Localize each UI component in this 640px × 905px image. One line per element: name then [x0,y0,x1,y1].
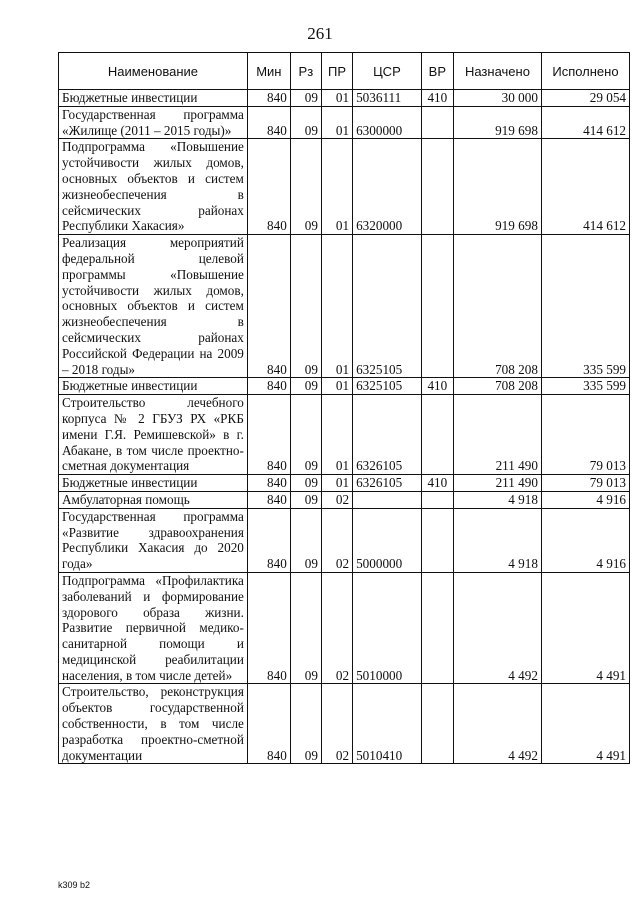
row-rz: 09 [290,235,321,378]
row-csr: 5010410 [353,684,422,764]
row-vr [421,106,453,139]
row-min: 840 [247,90,290,107]
row-executed: 4 491 [541,684,629,764]
row-vr: 410 [421,378,453,395]
row-pr: 01 [321,106,352,139]
header-vr: ВР [421,53,453,90]
row-pr: 01 [321,475,352,492]
page-number: 261 [307,24,333,43]
row-executed: 335 599 [541,235,629,378]
row-rz: 09 [290,572,321,684]
table-row [59,572,630,684]
row-csr: 5036111 [353,90,422,107]
row-rz: 09 [290,139,321,235]
row-executed: 29 054 [541,90,629,107]
row-pr: 01 [321,395,352,475]
header-executed: Исполнено [541,53,629,90]
row-pr: 01 [321,90,352,107]
table-row [59,378,630,395]
row-assigned: 4 492 [453,572,541,684]
row-assigned: 211 490 [453,395,541,475]
table-row [59,106,630,139]
row-vr [421,572,453,684]
row-assigned: 919 698 [453,139,541,235]
row-pr: 02 [321,508,352,572]
row-assigned: 919 698 [453,106,541,139]
row-assigned: 4 918 [453,508,541,572]
row-name: Государственная программа «Развитие здравоохранения Республики Хакасия до 2020 года» [59,508,248,572]
header-csr: ЦСР [353,53,422,90]
row-rz: 09 [290,106,321,139]
row-executed: 414 612 [541,106,629,139]
row-name: Реализация мероприятий федеральной целевой программы «Повышение устойчивости жилых домов, основных объектов и систем жизнеобеспечения в сейсмических районах Российской Федерации на 2009 – 2018 годы» [59,235,248,378]
row-pr: 02 [321,572,352,684]
row-name: Бюджетные инвестиции [59,475,248,492]
row-vr [421,235,453,378]
row-pr: 01 [321,378,352,395]
row-executed: 414 612 [541,139,629,235]
row-csr [353,491,422,508]
row-rz: 09 [290,491,321,508]
row-name: Государственная программа «Жилище (2011 – 2015 годы)» [59,106,248,139]
row-vr [421,684,453,764]
row-min: 840 [247,684,290,764]
row-assigned: 4 918 [453,491,541,508]
table-row [59,90,630,107]
row-vr [421,508,453,572]
table-row [59,684,630,764]
row-name: Бюджетные инвестиции [59,90,248,107]
row-min: 840 [247,235,290,378]
row-csr: 5010000 [353,572,422,684]
row-executed: 79 013 [541,395,629,475]
row-rz: 09 [290,395,321,475]
row-executed: 4 916 [541,491,629,508]
row-vr [421,139,453,235]
row-rz: 09 [290,475,321,492]
row-name: Строительство, реконструкция объектов государственной собственности, в том числе разработка проектно-сметной документации [59,684,248,764]
row-rz: 09 [290,378,321,395]
header-rz: Рз [290,53,321,90]
row-pr: 02 [321,491,352,508]
row-name: Подпрограмма «Профилактика заболеваний и формирование здорового образа жизни. Развитие первичной медико-санитарной помощи и медицинской реабилитации населения, в том числе детей» [59,572,248,684]
row-name: Строительство лечебного корпуса № 2 ГБУЗ РХ «РКБ имени Г.Я. Ремишевской» в г. Абакане, в том числе проектно-сметная документация [59,395,248,475]
row-min: 840 [247,491,290,508]
table-row [59,508,630,572]
row-assigned: 30 000 [453,90,541,107]
row-csr: 6326105 [353,475,422,492]
row-executed: 335 599 [541,378,629,395]
footer-code: k309 b2 [58,880,91,890]
header-min: Мин [247,53,290,90]
row-assigned: 4 492 [453,684,541,764]
row-pr: 01 [321,139,352,235]
table-row [59,475,630,492]
row-vr: 410 [421,90,453,107]
row-vr [421,491,453,508]
row-name: Амбулаторная помощь [59,491,248,508]
table-row [59,235,630,378]
row-assigned: 211 490 [453,475,541,492]
row-csr: 6300000 [353,106,422,139]
row-min: 840 [247,378,290,395]
row-assigned: 708 208 [453,235,541,378]
row-vr: 410 [421,475,453,492]
row-csr: 6326105 [353,395,422,475]
row-pr: 01 [321,235,352,378]
row-executed: 4 916 [541,508,629,572]
row-name: Подпрограмма «Повышение устойчивости жилых домов, основных объектов и систем жизнеобеспечения в сейсмических районах Республики Хакасия» [59,139,248,235]
row-assigned: 708 208 [453,378,541,395]
row-min: 840 [247,395,290,475]
row-min: 840 [247,475,290,492]
row-min: 840 [247,572,290,684]
header-pr: ПР [321,53,352,90]
budget-table [58,52,630,764]
row-csr: 6325105 [353,235,422,378]
row-vr [421,395,453,475]
row-min: 840 [247,139,290,235]
row-pr: 02 [321,684,352,764]
row-executed: 4 491 [541,572,629,684]
row-rz: 09 [290,684,321,764]
table-row [59,139,630,235]
row-csr: 6325105 [353,378,422,395]
row-rz: 09 [290,508,321,572]
header-assigned: Назначено [453,53,541,90]
table-row [59,491,630,508]
row-min: 840 [247,508,290,572]
row-csr: 6320000 [353,139,422,235]
row-rz: 09 [290,90,321,107]
row-name: Бюджетные инвестиции [59,378,248,395]
row-min: 840 [247,106,290,139]
table-row [59,395,630,475]
row-csr: 5000000 [353,508,422,572]
row-executed: 79 013 [541,475,629,492]
header-name: Наименование [59,53,248,90]
header-row [59,53,630,90]
